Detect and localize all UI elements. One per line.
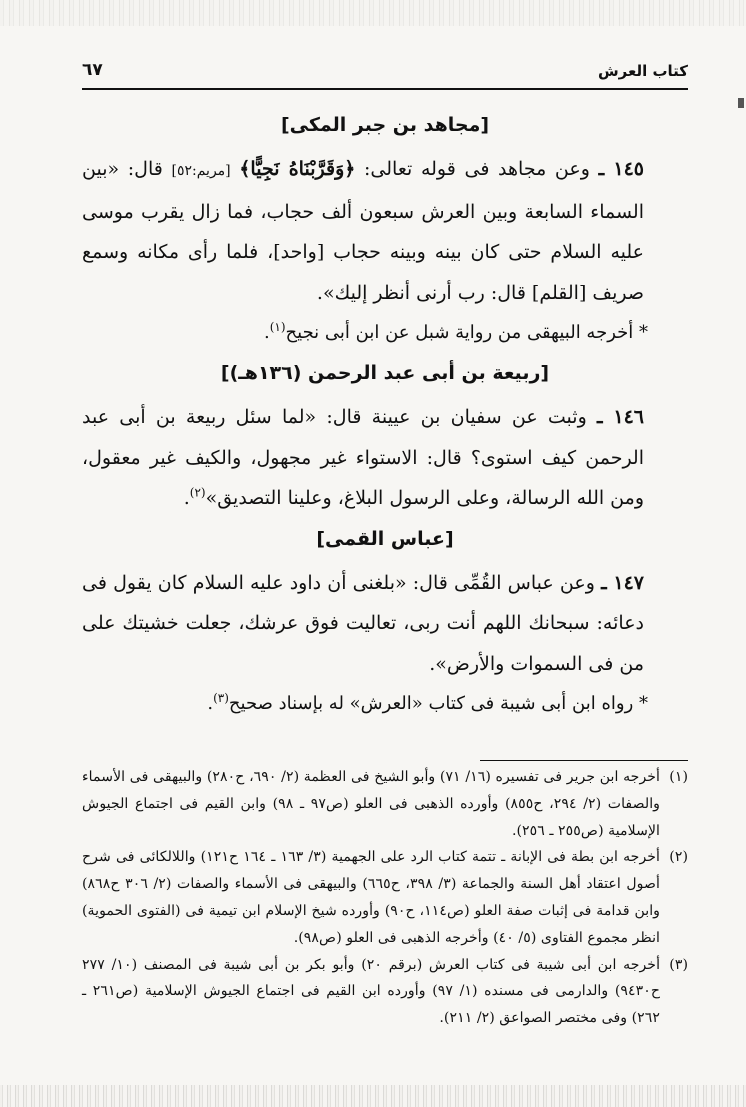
footnote-text: أخرجه ابن جرير فى تفسيره (١٦/ ٧١) وأبو الشيخ فى العظمة (٢/ ٦٩٠، ح٢٨٠) والبيهقى فى الأسماء والصفات (٢/ ٢٩٤، ح٨٥٥) وأورده الذهبى فى العلو (ص٩٧ ـ ٩٨) وابن القيم فى اجتماع الجيوش الإسلامية (ص٢٥٥ ـ ٢٥٦). — [82, 769, 660, 839]
paragraph-text: قال: «بين السماء السابعة وبين العرش سبعون ألف حجاب، فما زال يقرب موسى عليه السلام حتى كان بينه وبينه حجاب [واحد]، فلما رأى مكانه وسمع صريف [القلم] قال: رب أرنى أنظر إليك». — [82, 158, 644, 304]
footnote-text: أخرجه ابن أبى شيبة فى كتاب العرش (برقم ٢٠) وأبو بكر بن أبى شيبة فى المصنف (١٠/ ٢٧٧ ح٩٤٣٠) والدارمى فى مسنده (١/ ٩٧) وأورده ابن القيم فى اجتماع الجيوش الإسلامية (ص٢٦١ ـ ٢٦٢) وفى مختصر الصواعق (٢/ ٢١١). — [82, 956, 661, 1027]
running-header — [82, 62, 688, 88]
note-end: . — [207, 693, 214, 714]
page-number: ٦٧ — [82, 60, 103, 80]
paragraph-text: وعن عباس القُمِّى قال: «بلغنى أن داود عليه السلام كان يقول فى دعائه: سبحانك اللهم أنت ربى، تعاليت فوق عرشك، جعلت خشيتك على من فى السموات والأرض». — [82, 571, 644, 675]
paragraph-text: وثبت عن سفيان بن عيينة قال: «لما سئل ربيعة بن أبى عبد الرحمن كيف استوى؟ قال: الاستواء غير مجهول، والكيف غير معقول، ومن الله الرسالة، وعلى الرسول البلاغ، وعلينا التصديق» — [82, 406, 644, 509]
note-text: * رواه ابن أبى شيبة فى كتاب «العرش» له بإسناد صحيح — [228, 693, 648, 714]
section-title: [ربيعة بن أبى عبد الرحمن (١٣٦هـ)] — [220, 362, 550, 384]
source-note: * أخرجه البيهقى من رواية شبل عن ابن أبى نجيح$^{(١)}$. — [263, 320, 648, 343]
item-number: ١٤٧ ـ — [601, 571, 644, 594]
scan-noise-bottom — [0, 1085, 746, 1107]
source-note — [82, 684, 688, 724]
header-rule — [82, 88, 688, 90]
section-title: [مجاهد بن جبر المكى] — [280, 114, 490, 136]
footnote-number: (٢) — [669, 849, 688, 866]
paragraph-147 — [82, 563, 688, 685]
main-text — [82, 105, 688, 724]
margin-mark — [738, 98, 744, 108]
footnote-mark: (٢) — [189, 485, 206, 500]
footnote — [82, 764, 688, 844]
footnote-mark: (٣) — [213, 691, 229, 705]
running-title: كتاب العرش — [597, 62, 688, 80]
footnote-number: (١) — [669, 769, 688, 785]
scan-noise-top — [0, 0, 746, 26]
item-number: ١٤٥ ـ — [598, 158, 644, 180]
footnote — [82, 952, 688, 1032]
section-title: [عباس القمى] — [316, 527, 454, 550]
footnote — [82, 844, 688, 951]
quran-reference: [مريم:٥٢] — [171, 163, 231, 179]
quran-verse: ﴿وَقَرَّبْنَاهُ نَجِيًّا﴾ — [239, 158, 356, 180]
paragraph-end: . — [183, 487, 190, 509]
footnotes — [82, 764, 688, 1032]
footnote-text: أخرجه ابن بطة فى الإبانة ـ تتمة كتاب الرد على الجهمية (٣/ ١٦٣ ـ ١٦٤ ح١٢١) واللالكائى فى شرح أصول اعتقاد أهل السنة والجماعة (٣/ ٣٩٨، ح٦٦٥) والبيهقى فى الأسماء والصفات (٢/ ٣٠٦ ح٨٦٨) وابن قدامة فى إثبات صفة العلو (ص١١٤، ح٩٠) وأورده شيخ الإسلام ابن تيمية فى (الفتوى الحموية) انظر مجموع الفتاوى (٥/ ٤٠) وأخرجه الذهبى فى العلو (ص٩٨). — [82, 849, 660, 946]
footnote-rule — [480, 760, 688, 761]
item-number: ١٤٦ ـ — [596, 406, 644, 428]
paragraph-146 — [82, 397, 688, 519]
footnote-mark: (١) — [269, 320, 286, 334]
note-text: * أخرجه البيهقى من رواية شبل عن ابن أبى نجيح — [285, 322, 648, 343]
paragraph-145 — [82, 149, 688, 313]
paragraph-text: وعن مجاهد فى قوله تعالى: — [364, 158, 590, 180]
footnote-number: (٣) — [669, 956, 689, 973]
